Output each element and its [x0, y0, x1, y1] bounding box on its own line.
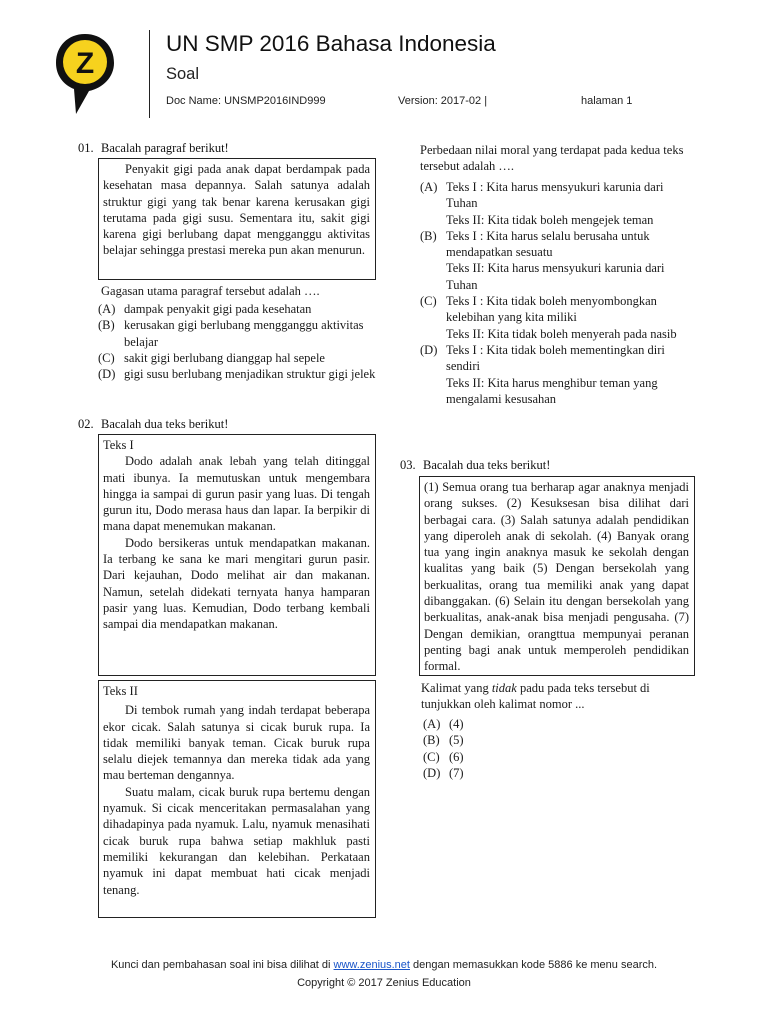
- option-text-teks-1: Teks I : Kita tidak boleh menyombongkan kelebihan yang kita miliki: [446, 294, 657, 325]
- option-label: (C): [98, 350, 115, 365]
- option-d[interactable]: [98, 366, 378, 382]
- question-3-options: [423, 716, 543, 781]
- footer-text-pre: Kunci dan pembahasan soal ini bisa dilihat di: [110, 959, 334, 971]
- option-text-teks-1: Teks I : Kita harus mensyukuri karunia dari Tuhan: [446, 180, 664, 211]
- zenius-logo-icon: [54, 32, 116, 116]
- page-title: UN SMP 2016 Bahasa Indonesia: [166, 31, 496, 56]
- option-a[interactable]: [423, 716, 543, 732]
- option-text: dampak penyakit gigi pada kesehatan: [124, 302, 312, 316]
- option-label: (D): [98, 367, 116, 382]
- zenius-link[interactable]: www.zenius.net: [333, 959, 410, 971]
- option-b[interactable]: [98, 317, 378, 350]
- option-text: (6): [449, 749, 464, 764]
- text-1-title: Teks I: [103, 438, 134, 452]
- question-2-options: [420, 179, 692, 407]
- option-label: (A): [423, 717, 441, 731]
- text-1-paragraph-1: Dodo adalah anak lebah yang telah ditinggal mati ibunya. Ia memutuskan untuk mengembara hingga ia sampai di gurun pasir yang luas. Di tengah gurun itu, Dodo merasa haus dan lapar. Ia berpikir di mana dapat menemukan makanan.: [103, 454, 370, 534]
- paragraph-text: (1) Semua orang tua berharap agar anaknya menjadi orang sukses. (2) Kesuksesan bisa dilihat dari berbagai cara. (3) Salah satunya adalah pendidikan yang diperoleh anak di sekolah. (4) Banyak orang tua yang ingin anaknya masuk ke sekolah dengan kualitas yang baik (5) Dengan bersekolah yang berkualitas, orang tua memiliki anak yang dapat dibanggakan. (6) Selain itu dengan bersekolah yang berkualitas, anak-anak bisa menjadi pengusaha. (7) Dengan demikian, orangttua mempunyai peranan penting bagi anak untuk memperoleh pendidikan formal.: [424, 480, 689, 674]
- option-text: (4): [449, 717, 464, 731]
- option-text-teks-2: Teks II: Kita tidak boleh menyerah pada nasib: [446, 326, 677, 341]
- question-number: 01.: [78, 141, 94, 155]
- text-2-title: Teks II: [103, 684, 138, 698]
- option-text: (5): [449, 733, 464, 748]
- option-text: (7): [449, 765, 464, 780]
- option-text-teks-1: Teks I : Kita harus selalu berusaha untuk mendapatkan sesuatu: [446, 228, 650, 260]
- doc-version: Version: 2017-02 |: [398, 95, 488, 107]
- text-1-paragraph-2: Dodo bersikeras untuk mendapatkan makanan. Ia terbang ke sana ke mari mengitari gurun pasir. Dari kejauhan, Dodo melihat air dan makanan. Namun, setelah didekati ternyata hanya hamparan pasir yang luas. Kemudian, Dodo terbang kembali sampai dia mendapatkan makanan.: [103, 535, 370, 632]
- question-3-stem: [421, 680, 697, 713]
- stem-text-emphasis: tidak: [491, 681, 517, 695]
- question-2-prompt: [78, 417, 228, 432]
- option-label: (B): [423, 733, 440, 748]
- footer-text-post: dengan memasukkan kode 5886 ke menu search.: [409, 959, 658, 971]
- stem-text-pre: Kalimat yang: [421, 681, 492, 695]
- option-label: (D): [423, 765, 441, 780]
- page-number: halaman 1: [581, 95, 633, 107]
- question-3-prompt: [400, 458, 550, 473]
- option-c[interactable]: [98, 350, 378, 366]
- option-b[interactable]: [423, 732, 543, 748]
- question-1-stem: Gagasan utama paragraf tersebut adalah ….: [101, 284, 320, 298]
- option-label: (D): [420, 342, 438, 357]
- option-label: (A): [420, 180, 438, 194]
- option-label: (A): [98, 302, 116, 316]
- question-number: 02.: [78, 417, 94, 431]
- option-text-teks-2: Teks II: Kita tidak boleh mengejek teman: [446, 212, 654, 227]
- option-c[interactable]: [423, 749, 543, 765]
- text-2-paragraph-1: Di tembok rumah yang indah terdapat beberapa ekor cicak. Salah satunya si cicak buruk rupa. Ia tidak memiliki banyak teman. Cicak buruk rupa selalu diejek temannya dan mereka tidak ada yang mau berteman dengannya.: [103, 703, 370, 783]
- option-a[interactable]: [98, 301, 378, 317]
- question-prompt-text: Bacalah paragraf berikut!: [101, 141, 229, 155]
- option-d[interactable]: [423, 765, 543, 781]
- text-2-paragraph-2: Suatu malam, cicak buruk rupa bertemu dengan nyamuk. Si cicak menceritakan permasalahan yang dihadapinya pada nyamuk. Lalu, nyamuk menasihati cicak buruk rupa bahwa setiap makhluk pasti memiliki kekurangan dan kelebihan. Perkataan nyamuk ini dapat membuat hati cicak menjadi tenang.: [103, 784, 370, 897]
- page-subtitle: Soal: [166, 65, 200, 83]
- text-1-box: [98, 434, 376, 676]
- option-text: kerusakan gigi berlubang mengganggu aktivitas belajar: [124, 318, 364, 349]
- option-text-teks-1: Teks I : Kita tidak boleh mementingkan diri sendiri: [446, 342, 665, 374]
- option-text-teks-2: Teks II: Kita harus mensyukuri karunia dari Tuhan: [446, 261, 665, 292]
- question-2-stem: Perbedaan nilai moral yang terdapat pada kedua teks tersebut adalah ….: [420, 143, 684, 174]
- svg-text:Z: Z: [75, 47, 95, 80]
- doc-name: Doc Name: UNSMP2016IND999: [166, 95, 326, 107]
- option-d[interactable]: [420, 342, 692, 407]
- question-prompt-text: Bacalah dua teks berikut!: [101, 417, 229, 431]
- footer-note: [0, 959, 768, 971]
- question-3-paragraph-box: [419, 476, 695, 676]
- question-1-paragraph-box: [98, 158, 376, 280]
- option-text: gigi susu berlubang menjadikan struktur gigi jelek: [124, 367, 376, 382]
- option-label: (B): [420, 228, 437, 243]
- option-a[interactable]: [420, 179, 692, 228]
- option-c[interactable]: [420, 293, 692, 342]
- question-1-options: [98, 301, 378, 382]
- option-text: sakit gigi berlubang dianggap hal sepele: [124, 350, 325, 365]
- question-number: 03.: [400, 458, 416, 472]
- option-label: (B): [98, 318, 115, 333]
- stem-text-post: padu pada teks tersebut di tunjukkan oleh kalimat nomor ...: [421, 681, 650, 712]
- text-2-box: [98, 680, 376, 918]
- option-text-teks-2: Teks II: Kita harus menghibur teman yang mengalami kesusahan: [446, 375, 658, 406]
- question-1-prompt: [78, 141, 229, 156]
- option-label: (C): [420, 294, 437, 309]
- option-b[interactable]: [420, 228, 692, 293]
- paragraph-text: Penyakit gigi pada anak dapat berdampak pada kesehatan masa depannya. Salah satunya adalah struktur gigi yang tak benar karena kerusakan gigi terutama pada gigi susu. Sementara itu, sakit gigi karena gigi berlubang dapat mengganggu aktivitas belajar sehingga prestasi mereka pun akan menurun.: [103, 162, 370, 258]
- header-divider: [149, 30, 150, 118]
- question-prompt-text: Bacalah dua teks berikut!: [423, 458, 551, 472]
- footer-copyright: Copyright © 2017 Zenius Education: [297, 977, 471, 989]
- option-label: (C): [423, 749, 440, 764]
